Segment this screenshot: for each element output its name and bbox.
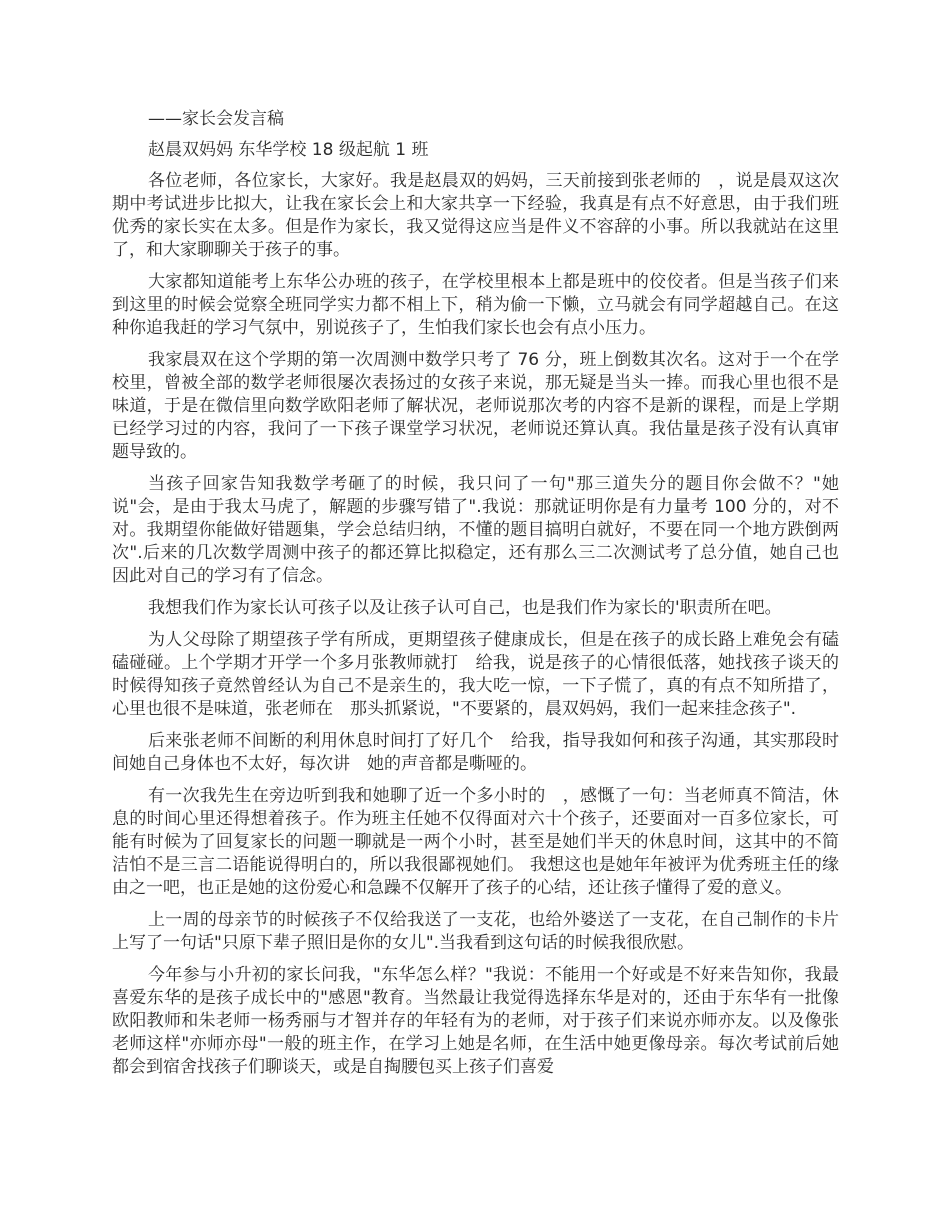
paragraph: 各位老师，各位家长，大家好。我是赵晨双的妈妈，三天前接到张老师的 ，说是晨双这次期中考试进步比拟大，让我在家长会上和大家共享一下经验，我真是有点不好意思，由于我们班优秀的家长实在太多。但是作为家长，我又觉得这应当是件义不容辞的小事。所以我就站在这里了，和大家聊聊关于孩子的事。: [112, 171, 839, 260]
paragraph: 我想我们作为家长认可孩子以及让孩子认可自己，也是我们作为家长的'职责所在吧。: [148, 598, 782, 618]
paragraph: 今年参与小升初的家长问我，"东华怎么样？"我说：不能用一个好或是不好来告知你，我最喜爱东华的是孩子成长中的"感恩"教育。当然最让我觉得选择东华是对的，还由于东华有一批像欧阳教师和朱老师一杨秀丽与才智并存的年轻有为的老师，对于孩子们来说亦师亦友。以及像张老师这样"亦师亦母"一般的班主作，在学习上她是名师，在生活中她更像母亲。每次考试前后她都会到宿舍找孩子们聊谈天，或是自掏腰包买上孩子们喜爱: [112, 965, 839, 1077]
document-subtitle: ——家长会发言稿: [148, 109, 284, 129]
paragraph: 上一周的母亲节的时候孩子不仅给我送了一支花，也给外婆送了一支花，在自己制作的卡片上写了一句话"只原下辈子照旧是你的女儿".当我看到这句话的时候我很欣慰。: [112, 910, 839, 953]
paragraph: 当孩子回家告知我数学考砸了的时候，我只问了一句"那三道失分的题目你会做不？"她说"会，是由于我太马虎了，解题的步骤写错了".我说：那就证明你是有力量考 100 分的，对不对。我期望你能做好错题集，学会总结归纳，不懂的题目搞明白就好，不要在同一个地方跌倒两次".后来的几次数学周测中孩子的都还算比拟稳定，还有那么三二次测试考了总分值，她自己也因此对自己的学习有了信念。: [112, 474, 839, 586]
paragraph: 大家都知道能考上东华公办班的孩子，在学校里根本上都是班中的佼佼者。但是当孩子们来到这里的时候会觉察全班同学实力都不相上下，稍为偷一下懒，立马就会有同学超越自己。在这种你追我赶的学习气氛中，别说孩子了，生怕我们家长也会有点小压力。: [112, 272, 839, 338]
document-body: [112, 108, 839, 1088]
author-line: 赵晨双妈妈 东华学校 18 级起航 1 班: [148, 140, 429, 160]
paragraph: 后来张老师不间断的利用休息时间打了好几个 给我，指导我如何和孩子沟通，其实那段时间她自己身体也不太好，每次讲 她的声音都是嘶哑的。: [112, 731, 839, 774]
paragraph: 有一次我先生在旁边听到我和她聊了近一个多小时的 ，感慨了一句：当老师真不简洁，休息的时间心里还得想着孩子。作为班主任她不仅得面对六十个孩子，还要面对一百多位家长，可能有时候为了回复家长的问题一聊就是一两个小时，甚至是她们半天的休息时间，这其中的不简洁怕不是三言二语能说得明白的，所以我很鄙视她们。 我想这也是她年年被评为优秀班主任的缘由之一吧，也正是她的这份爱心和急躁不仅解开了孩子的心结，还让孩子懂得了爱的意义。: [112, 786, 839, 898]
paragraph: 我家晨双在这个学期的第一次周测中数学只考了 76 分，班上倒数其次名。这对于一个在学校里，曾被全部的数学老师很屡次表扬过的女孩子来说，那无疑是当头一捧。而我心里也很不是味道，于是在微信里向数学欧阳老师了解状况，老师说那次考的内容不是新的课程，而是上学期已经学习过的内容，我问了一下孩子课堂学习状况，老师说还算认真。我估量是孩子没有认真审题导致的。: [112, 350, 839, 462]
paragraph: 为人父母除了期望孩子学有所成，更期望孩子健康成长，但是在孩子的成长路上难免会有磕磕碰碰。上个学期才开学一个多月张教师就打 给我，说是孩子的心情很低落，她找孩子谈天的时候得知孩子竟然曾经认为自己不是亲生的，我大吃一惊，一下子慌了，真的有点不知所措了，心里也很不是味道，张老师在 那头抓紧说，"不要紧的，晨双妈妈，我们一起来挂念孩子".: [112, 630, 839, 719]
